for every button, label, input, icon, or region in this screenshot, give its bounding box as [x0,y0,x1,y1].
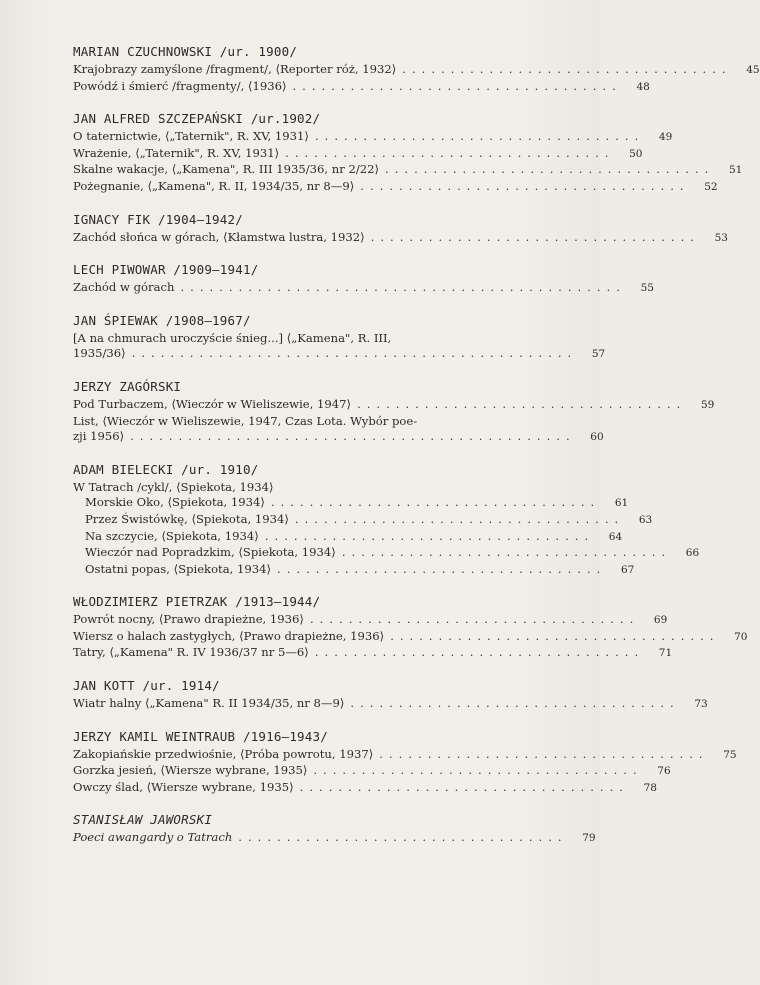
toc-entry[interactable] [73,162,743,179]
leader-dots: .................................. [314,645,645,660]
entry-title: Poeci awangardy o Tatrach [73,830,233,845]
leader-dots: .................................. [402,62,732,76]
entry-title: Krajobrazy zamyślone /fragment/, ⟨Reporter róż, 1932⟩ [73,62,397,76]
table-of-contents [73,44,760,863]
entry-title: Morskie Oko, ⟨Spiekota, 1934⟩ [85,495,265,510]
page-number: 55 [640,282,654,295]
toc-entry[interactable] [73,628,748,646]
author-heading: WŁODZIMIERZ PIETRZAK /1913—1944/ [73,594,321,610]
page-number: 48 [636,80,650,93]
page-number: 59 [701,398,715,411]
toc-entry[interactable] [73,429,604,446]
entry-title: Powódź i śmierć /fragmenty/, ⟨1936⟩ [73,78,287,93]
author-heading: IGNACY FIK /1904—1942/ [73,211,243,227]
page-number: 63 [638,513,653,526]
toc-section-piwowar [73,262,654,297]
entry-title: Na szczycie, ⟨Spiekota, 1934⟩ [85,528,259,543]
toc-entry[interactable] [73,696,708,713]
page-number: 67 [620,563,635,576]
toc-section-fik [73,211,728,247]
page-number: 78 [643,781,657,794]
toc-entry[interactable] [73,396,715,414]
toc-entry[interactable] [73,511,653,529]
leader-dots: .................................. [370,229,700,244]
page-number: 45 [746,64,760,76]
toc-entry[interactable] [73,280,654,297]
toc-section-weintraub [73,728,737,797]
toc-entry[interactable] [73,145,643,163]
leader-dots: .................................. [299,779,629,794]
page-number: 53 [714,231,728,244]
toc-entry[interactable] [73,78,650,96]
toc-entry[interactable] [73,62,760,79]
entry-title: Tatry, ⟨„Kamena" R. IV 1936/37 nr 5—6⟩ [73,645,309,660]
entry-title: Ostatni popas, ⟨Spiekota, 1934⟩ [85,561,272,576]
toc-entry[interactable] [73,229,728,247]
leader-dots: .................................. [360,178,690,193]
entry-title: Pożegnanie, ⟨„Kamena", R. II, 1934/35, nr 8—9⟩ [73,178,355,193]
leader-dots: .............................................. [130,429,576,444]
leader-dots: .................................. [294,511,625,526]
leader-dots: .................................. [385,162,715,177]
page-number: 73 [694,698,708,711]
page-number: 75 [723,748,737,761]
page-number: 49 [658,131,673,144]
author-heading: JERZY ZAGÓRSKI [73,378,182,394]
leader-dots: .............................................. [131,346,578,361]
toc-section-jaworski [73,812,596,847]
entry-title: Owczy ślad, ⟨Wiersze wybrane, 1935⟩ [73,779,294,794]
toc-entry[interactable] [73,779,657,797]
toc-entry[interactable] [73,528,623,546]
author-heading: JAN KOTT /ur. 1914/ [73,678,220,694]
toc-section-czuchnowski [73,44,760,95]
leader-dots: .................................. [292,78,622,93]
entry-title: Pod Turbaczem, ⟨Wieczór w Wieliszewie, 1947⟩ [73,396,352,411]
leader-dots: .................................. [285,145,615,160]
entry-title: Skalne wakacje, ⟨„Kamena", R. III 1935/36, nr 2/22⟩ [73,162,380,177]
toc-section-bielecki [73,461,700,579]
toc-entry[interactable] [73,346,606,363]
page-number: 64 [608,530,623,543]
author-heading: STANISŁAW JAWORSKI [73,812,213,828]
toc-entry[interactable] [73,763,671,780]
leader-dots: .................................. [238,830,568,845]
page-number: 71 [658,647,673,660]
page-number: 57 [591,348,606,361]
toc-entry[interactable] [73,545,700,562]
entry-title: Przez Świstówkę, ⟨Spiekota, 1934⟩ [85,511,289,526]
leader-dots: .................................. [350,696,680,711]
leader-dots: .............................................. [180,280,626,295]
entry-title: Wrażenie, ⟨„Taternik", R. XV, 1931⟩ [73,145,280,160]
toc-section-pietrzak [73,594,748,662]
page-number: 76 [657,765,671,778]
entry-title: Zachód w górach [73,280,175,295]
toc-entry[interactable] [73,495,629,512]
leader-dots: .................................. [341,545,672,560]
leader-dots: .................................. [264,528,595,543]
toc-entry[interactable] [73,178,718,196]
leader-dots: .................................. [314,129,645,144]
entry-title-line1: [A na chmurach uroczyście śnieg...] ⟨„Kamena", R. III, [73,330,392,345]
toc-section-szczepanski [73,111,743,195]
entry-title: Wiatr halny ⟨„Kamena" R. II 1934/35, nr 8—9⟩ [73,696,345,711]
page-number: 60 [590,431,604,444]
toc-entry[interactable] [73,746,737,764]
cycle-heading: W Tatrach /cykl/, ⟨Spiekota, 1934⟩ [73,479,274,494]
page-number: 50 [629,147,643,160]
page-number: 69 [653,614,668,627]
entry-title: 1935/36⟩ [73,346,126,361]
page-number: 51 [728,164,743,177]
entry-title: zji 1956⟩ [73,429,125,444]
entry-title: Wieczór nad Popradzkim, ⟨Spiekota, 1934⟩ [85,545,336,560]
entry-title: Zachód słońca w górach, ⟨Kłamstwa lustra, 1932⟩ [73,229,365,244]
entry-title-line1: List, ⟨Wieczór w Wieliszewie, 1947, Czas Lota. Wybór poe- [73,413,418,428]
author-heading: MARIAN CZUCHNOWSKI /ur. 1900/ [73,44,298,59]
entry-title: Powrót nocny, ⟨Prawo drapieżne, 1936⟩ [73,612,304,627]
leader-dots: .................................. [270,495,601,510]
page-number: 66 [685,547,700,560]
toc-section-spiewak [73,312,606,363]
author-heading: JAN ALFRED SZCZEPAŃSKI /ur.1902/ [73,111,321,127]
leader-dots: .................................. [357,396,687,411]
leader-dots: .................................. [309,612,640,627]
page-number: 79 [582,832,596,845]
leader-dots: .................................. [313,763,643,778]
page-number: 61 [614,497,629,510]
page-number: 70 [734,630,748,643]
entry-title: Gorzka jesień, ⟨Wiersze wybrane, 1935⟩ [73,763,308,778]
leader-dots: .................................. [390,628,720,643]
page-number: 52 [704,180,718,193]
author-heading: JAN ŚPIEWAK /1908—1967/ [73,312,251,328]
entry-title: Zakopiańskie przedwiośnie, ⟨Próba powrotu, 1937⟩ [73,746,374,761]
toc-section-kott [73,678,708,713]
toc-entry[interactable] [73,830,596,847]
author-heading: JERZY KAMIL WEINTRAUB /1916—1943/ [73,728,328,744]
entry-title: O taternictwie, ⟨„Taternik", R. XV, 1931⟩ [73,129,309,144]
author-heading: LECH PIWOWAR /1909—1941/ [73,262,259,278]
leader-dots: .................................. [277,561,607,576]
toc-entry[interactable] [73,561,635,579]
leader-dots: .................................. [379,746,709,761]
toc-section-zagorski [73,378,715,446]
author-heading: ADAM BIELECKI /ur. 1910/ [73,461,259,477]
toc-entry[interactable] [73,612,668,629]
entry-title: Wiersz o halach zastygłych, ⟨Prawo drapieżne, 1936⟩ [73,628,385,643]
toc-entry[interactable] [73,645,673,662]
toc-entry[interactable] [73,129,673,146]
